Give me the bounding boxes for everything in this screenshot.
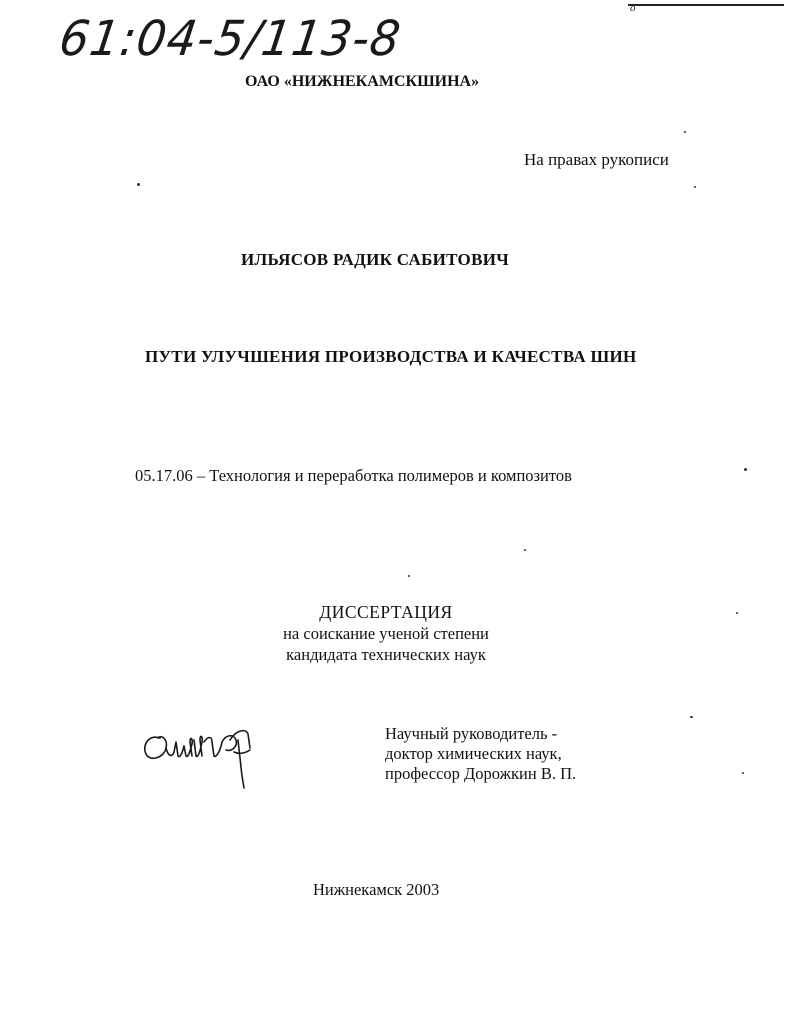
manuscript-note: На правах рукописи [524, 150, 669, 169]
advisor-name: профессор Дорожкин В. П. [385, 764, 577, 783]
scan-speck [744, 468, 747, 471]
degree-name: кандидата технических наук [286, 645, 486, 664]
specialty-code: 05.17.06 – Технология и переработка полимеров и композитов [135, 466, 572, 485]
degree-line: на соискание ученой степени [283, 624, 489, 643]
scan-speck [524, 549, 526, 551]
scan-speck [742, 772, 744, 774]
scan-speck [736, 612, 738, 614]
corner-mark: o [630, 2, 636, 14]
scan-speck [408, 575, 410, 577]
archive-code-handwritten: 61:04-5/113-8 [56, 10, 405, 67]
organization-name: ОАО «НИЖНЕКАМСКШИНА» [245, 73, 480, 90]
author-name: ИЛЬЯСОВ РАДИК САБИТОВИЧ [241, 250, 510, 269]
handwritten-signature-icon [138, 712, 268, 792]
advisor-role: Научный руководитель - [385, 724, 558, 743]
advisor-degree: доктор химических наук, [385, 744, 562, 763]
scientific-advisor [385, 724, 576, 784]
top-edge-line [628, 4, 784, 6]
scan-speck [137, 183, 140, 186]
scan-speck [694, 186, 696, 188]
scan-speck [684, 131, 686, 133]
dissertation-title: ПУТИ УЛУЧШЕНИЯ ПРОИЗВОДСТВА И КАЧЕСТВА ШИН [145, 347, 637, 366]
dissertation-type-block [196, 602, 576, 665]
city-year: Нижнекамск 2003 [313, 880, 440, 899]
scan-speck [690, 716, 693, 718]
dissertation-heading: ДИССЕРТАЦИЯ [319, 602, 453, 622]
